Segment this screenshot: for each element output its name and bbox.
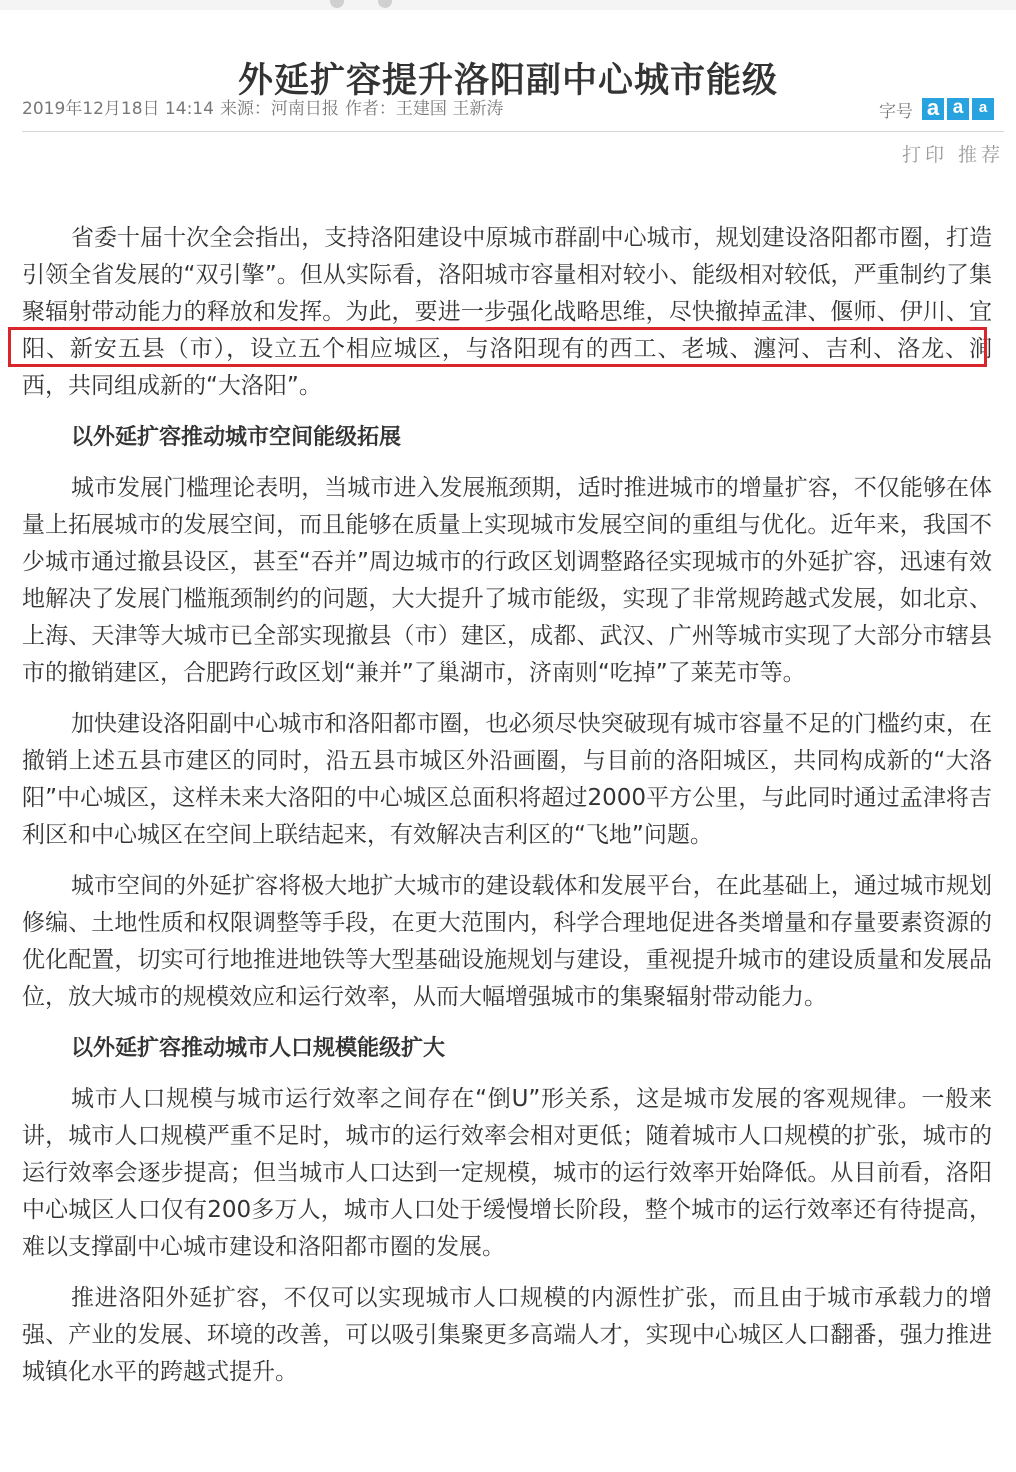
section-heading: 以外延扩容推动城市人口规模能级扩大 xyxy=(71,1036,446,1061)
paragraph: 推进洛阳外延扩容，不仅可以实现城市人口规模的内源性扩张，而且由于城市承载力的增强、产业的发展、环境的改善，可以吸引集聚更多高端人才，实现中心城区人口翻番，强力推进城镇化水平的跨越式提升。 xyxy=(22,1285,992,1385)
toolbar-dot-icon xyxy=(378,0,392,8)
article-tools xyxy=(892,142,1004,168)
paragraph: 城市空间的外延扩容将极大地扩大城市的建设载体和发展平台，在此基础上，通过城市规划修编、土地性质和权限调整等手段，在更大范围内，科学合理地促进各类增量和存量要素资源的优化配置，切实可行地推进地铁等大型基础设施规划与建设，重视提升城市的建设质量和发展品位，放大城市的规模效应和运行效率，从而大幅增强城市的集聚辐射带动能力。 xyxy=(22,873,992,1010)
font-size-small-button[interactable]: a xyxy=(972,98,994,120)
toolbar-dot-icon xyxy=(330,0,344,8)
article-author: 作者：王建国 王新涛 xyxy=(344,99,504,119)
article-source: 来源：河南日报 xyxy=(219,99,339,119)
font-size-control xyxy=(879,96,994,122)
browser-top-strip xyxy=(0,0,1016,10)
print-link[interactable]: 打印 xyxy=(901,144,948,166)
recommend-link[interactable]: 推荐 xyxy=(957,144,1004,166)
publish-date: 2019年12月18日 14:14 xyxy=(22,99,214,119)
font-size-large-button[interactable]: a xyxy=(922,98,944,120)
paragraph: 城市发展门槛理论表明，当城市进入发展瓶颈期，适时推进城市的增量扩容，不仅能够在体量上拓展城市的发展空间，而且能够在质量上实现城市发展空间的重组与优化。近年来，我国不少城市通过撤县设区，甚至“吞并”周边城市的行政区划调整路径实现城市的外延扩容，迅速有效地解决了发展门槛瓶颈制约的问题，大大提升了城市能级，实现了非常规跨越式发展，如北京、上海、天津等大城市已全部实现撤县（市）建区，成都、武汉、广州等城市实现了大部分市辖县市的撤销建区，合肥跨行政区划“兼并”了巢湖市，济南则“吃掉”了莱芜市等。 xyxy=(22,475,992,686)
paragraph: 城市人口规模与城市运行效率之间存在“倒U”形关系，这是城市发展的客观规律。一般来讲，城市人口规模严重不足时，城市的运行效率会相对更低；随着城市人口规模的扩张，城市的运行效率会逐步提高；但当城市人口达到一定规模，城市的运行效率开始降低。从目前看，洛阳中心城区人口仅有200多万人，城市人口处于缓慢增长阶段，整个城市的运行效率还有待提高，难以支撑副中心城市建设和洛阳都市圈的发展。 xyxy=(22,1086,992,1260)
header-divider xyxy=(22,131,1004,132)
paragraph: 加快建设洛阳副中心城市和洛阳都市圈，也必须尽快突破现有城市容量不足的门槛约束，在撤销上述五县市建区的同时，沿五县市城区外沿画圈，与目前的洛阳城区，共同构成新的“大洛阳”中心城区，这样未来大洛阳的中心城区总面积将超过2000平方公里，与此同时通过孟津将吉利区和中心城区在空间上联结起来，有效解决吉利区的“飞地”问题。 xyxy=(22,711,992,848)
article-title: 外延扩容提升洛阳副中心城市能级 xyxy=(237,61,778,102)
section-heading: 以外延扩容推动城市空间能级拓展 xyxy=(71,425,402,450)
article-meta-row xyxy=(22,96,994,122)
paragraph: 省委十届十次全会指出，支持洛阳建设中原城市群副中心城市，规划建设洛阳都市圈，打造引领全省发展的“双引擎”。但从实际看，洛阳城市容量相对较小、能级相对较低，严重制约了集聚辐射带动能力的释放和发挥。为此，要进一步强化战略思维，尽快撤掉孟津、偃师、伊川、宜阳、新安五县（市），设立五个相应城区，与洛阳现有的西工、老城、瀍河、吉利、洛龙、涧西，共同组成新的“大洛阳”。 xyxy=(22,225,992,399)
font-size-label: 字号 xyxy=(879,101,913,122)
article-meta xyxy=(22,96,509,122)
article-body xyxy=(22,220,992,1391)
font-size-medium-button[interactable]: a xyxy=(947,98,969,120)
